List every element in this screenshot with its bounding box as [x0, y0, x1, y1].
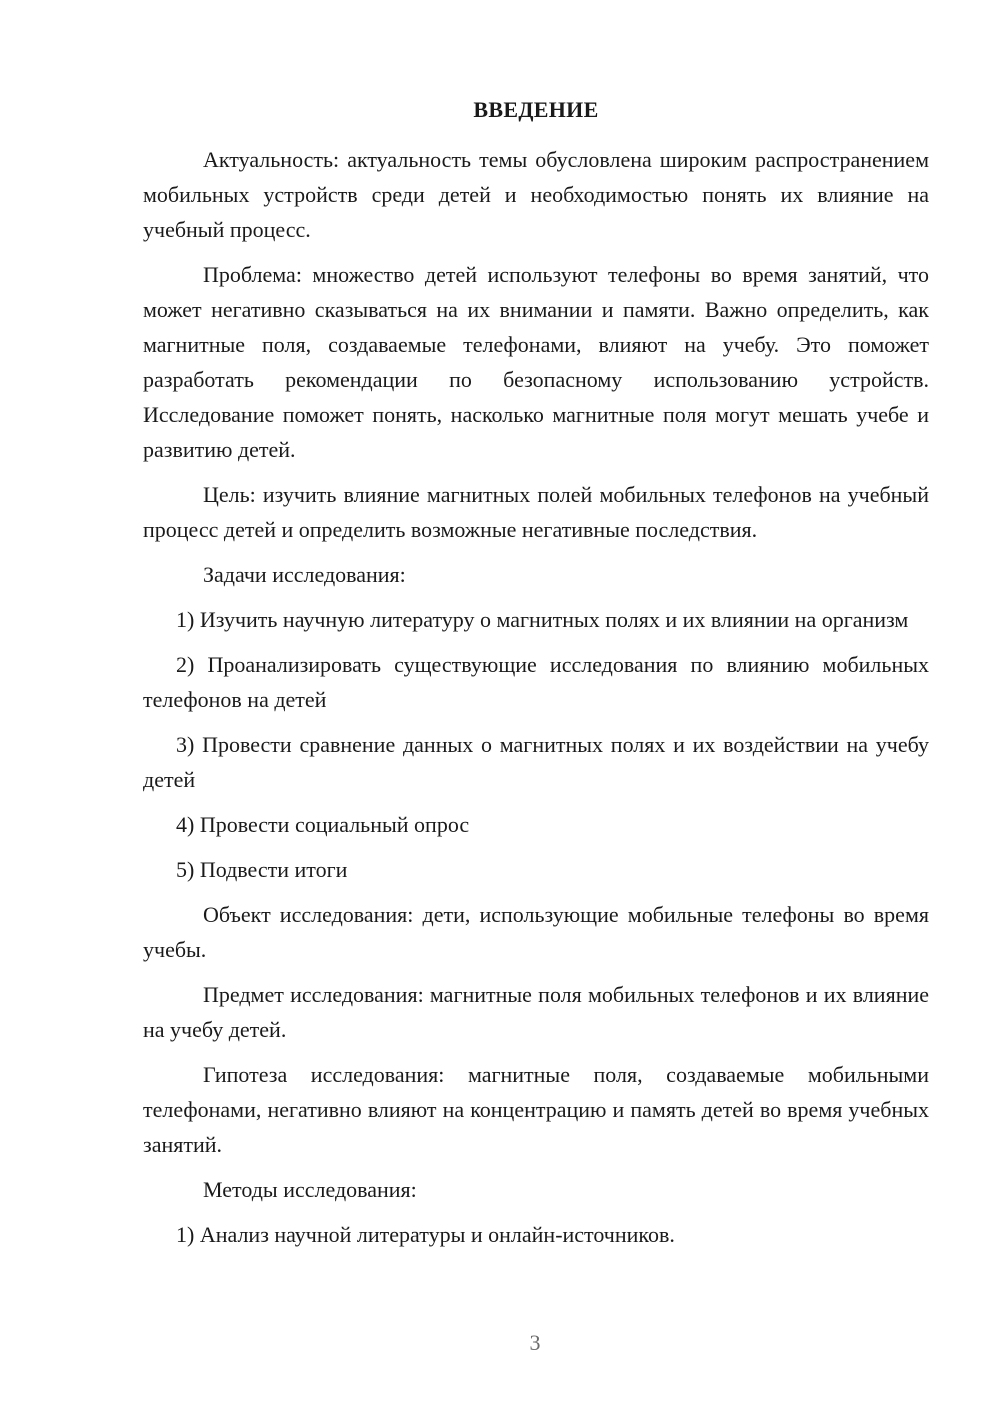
- object-paragraph: Объект исследования: дети, использующие мобильные телефоны во время учебы.: [143, 902, 929, 962]
- task-item-1: 1) Изучить научную литературу о магнитных полях и их влиянии на организм: [176, 607, 909, 632]
- page-title: ВВЕДЕНИЕ: [473, 97, 599, 122]
- task-item-3: 3) Провести сравнение данных о магнитных полях и их воздействии на учебу детей: [143, 732, 929, 792]
- relevance-paragraph: Актуальность: актуальность темы обусловлена широким распространением мобильных устройств среди детей и необходимостью понять их влияние на учебный процесс.: [143, 147, 929, 242]
- methods-heading: Методы исследования:: [203, 1177, 417, 1202]
- subject-paragraph: Предмет исследования: магнитные поля мобильных телефонов и их влияние на учебу детей.: [143, 982, 929, 1042]
- task-item-4: 4) Провести социальный опрос: [176, 812, 470, 837]
- task-item-2: 2) Проанализировать существующие исследования по влиянию мобильных телефонов на детей: [143, 652, 929, 712]
- method-item-1: 1) Анализ научной литературы и онлайн-источников.: [176, 1222, 675, 1247]
- tasks-heading: Задачи исследования:: [203, 562, 406, 587]
- document-page: [143, 92, 929, 1262]
- page-number: 3: [529, 1330, 541, 1355]
- task-item-5: 5) Подвести итоги: [176, 857, 348, 882]
- goal-paragraph: Цель: изучить влияние магнитных полей мобильных телефонов на учебный процесс детей и определить возможные негативные последствия.: [143, 482, 929, 542]
- hypothesis-paragraph: Гипотеза исследования: магнитные поля, создаваемые мобильными телефонами, негативно влияют на концентрацию и память детей во время учебных занятий.: [143, 1062, 929, 1157]
- problem-paragraph: Проблема: множество детей используют телефоны во время занятий, что может негативно сказываться на их внимании и памяти. Важно определить, как магнитные поля, создаваемые телефонами, влияют на учебу. Это поможет разработать рекомендации по безопасному использованию устройств. Исследование поможет понять, насколько магнитные поля могут мешать учебе и развитию детей.: [143, 262, 929, 462]
